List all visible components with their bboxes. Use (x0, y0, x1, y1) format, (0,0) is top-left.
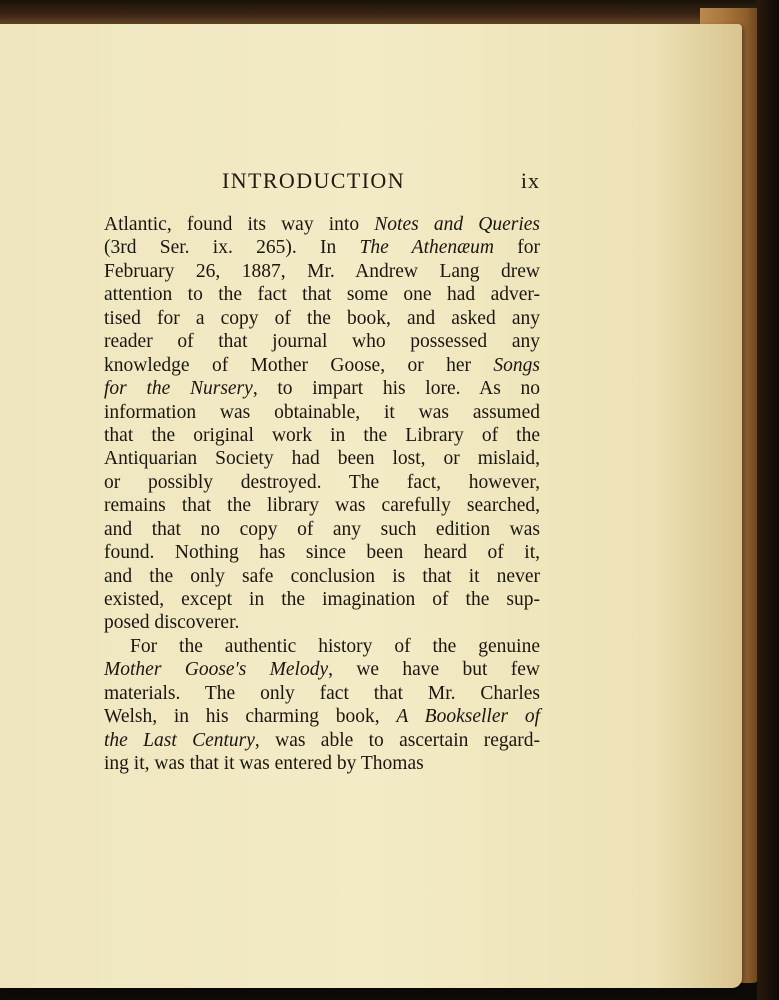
text-line (104, 682, 540, 705)
text-segment: For the authentic history of the genuine (130, 635, 540, 657)
text-segment: and the only safe conclusion is that it never (104, 565, 540, 587)
text-line (104, 424, 540, 447)
text-line (104, 283, 540, 306)
italic-title: Songs (493, 354, 540, 376)
book-top-edge (0, 0, 779, 26)
text-line (104, 611, 540, 634)
text-segment: Welsh, in his charming book, (104, 706, 397, 728)
text-line (104, 307, 540, 330)
text-line (104, 471, 540, 494)
text-line (104, 705, 540, 728)
book-cover-edge (757, 0, 779, 1000)
page-number: ix (520, 168, 540, 193)
text-line (104, 565, 540, 588)
text-segment: for (493, 237, 540, 259)
italic-title: for the Nursery (104, 378, 253, 400)
text-line (104, 377, 540, 400)
text-segment: found. Nothing has since been heard of it, (104, 542, 540, 564)
text-segment: existed, except in the imagination of the sup- (104, 589, 540, 610)
text-line (104, 658, 540, 681)
text-segment: that the original work in the Library of the (104, 424, 540, 446)
text-line (104, 729, 540, 752)
running-header (104, 168, 540, 198)
text-segment: posed discoverer. (104, 612, 240, 634)
text-line (104, 541, 540, 564)
text-line (104, 494, 540, 517)
text-segment: knowledge of Mother Goose, or her (104, 354, 494, 376)
text-line (104, 260, 540, 283)
italic-title: Notes and Queries (374, 214, 541, 235)
text-line (104, 236, 540, 259)
text-line (104, 588, 540, 611)
page-header-title: INTRODUCTION (222, 168, 406, 193)
italic-title: Mother Goose's Melody (104, 659, 329, 681)
text-segment: remains that the library was carefully searched, (104, 495, 540, 517)
text-line (104, 354, 540, 377)
text-segment: (3rd Ser. ix. 265). In (104, 237, 360, 259)
text-segment: attention to the fact that some one had adver- (104, 284, 540, 306)
text-line (104, 752, 540, 775)
text-segment: February 26, 1887, Mr. Andrew Lang drew (104, 260, 540, 282)
italic-title: the Last Century (104, 729, 255, 751)
text-segment: Antiquarian Society had been lost, or mislaid, (104, 448, 540, 470)
text-segment: materials. The only fact that Mr. Charles (104, 682, 540, 704)
text-line (104, 635, 540, 658)
text-segment: , to impart his lore. As no (252, 378, 540, 400)
text-segment: information was obtainable, it was assumed (104, 401, 540, 423)
italic-title: The Athenæum (359, 237, 494, 259)
text-segment: and that no copy of any such edition was (104, 518, 540, 540)
text-line (104, 447, 540, 470)
italic-title: A Bookseller of (396, 706, 540, 728)
text-segment: , was able to ascertain regard- (254, 729, 540, 751)
body-text (104, 213, 540, 776)
text-segment: Atlantic, found its way into (104, 214, 375, 235)
text-segment: tised for a copy of the book, and asked any (104, 307, 540, 329)
text-segment: or possibly destroyed. The fact, however, (104, 471, 540, 493)
text-line (104, 213, 540, 236)
text-line (104, 401, 540, 424)
text-segment: ing it, was that it was entered by Thomas (104, 753, 424, 775)
text-line (104, 518, 540, 541)
text-line (104, 330, 540, 353)
text-segment: , we have but few (328, 659, 540, 681)
text-segment: reader of that journal who possessed any (104, 331, 540, 353)
